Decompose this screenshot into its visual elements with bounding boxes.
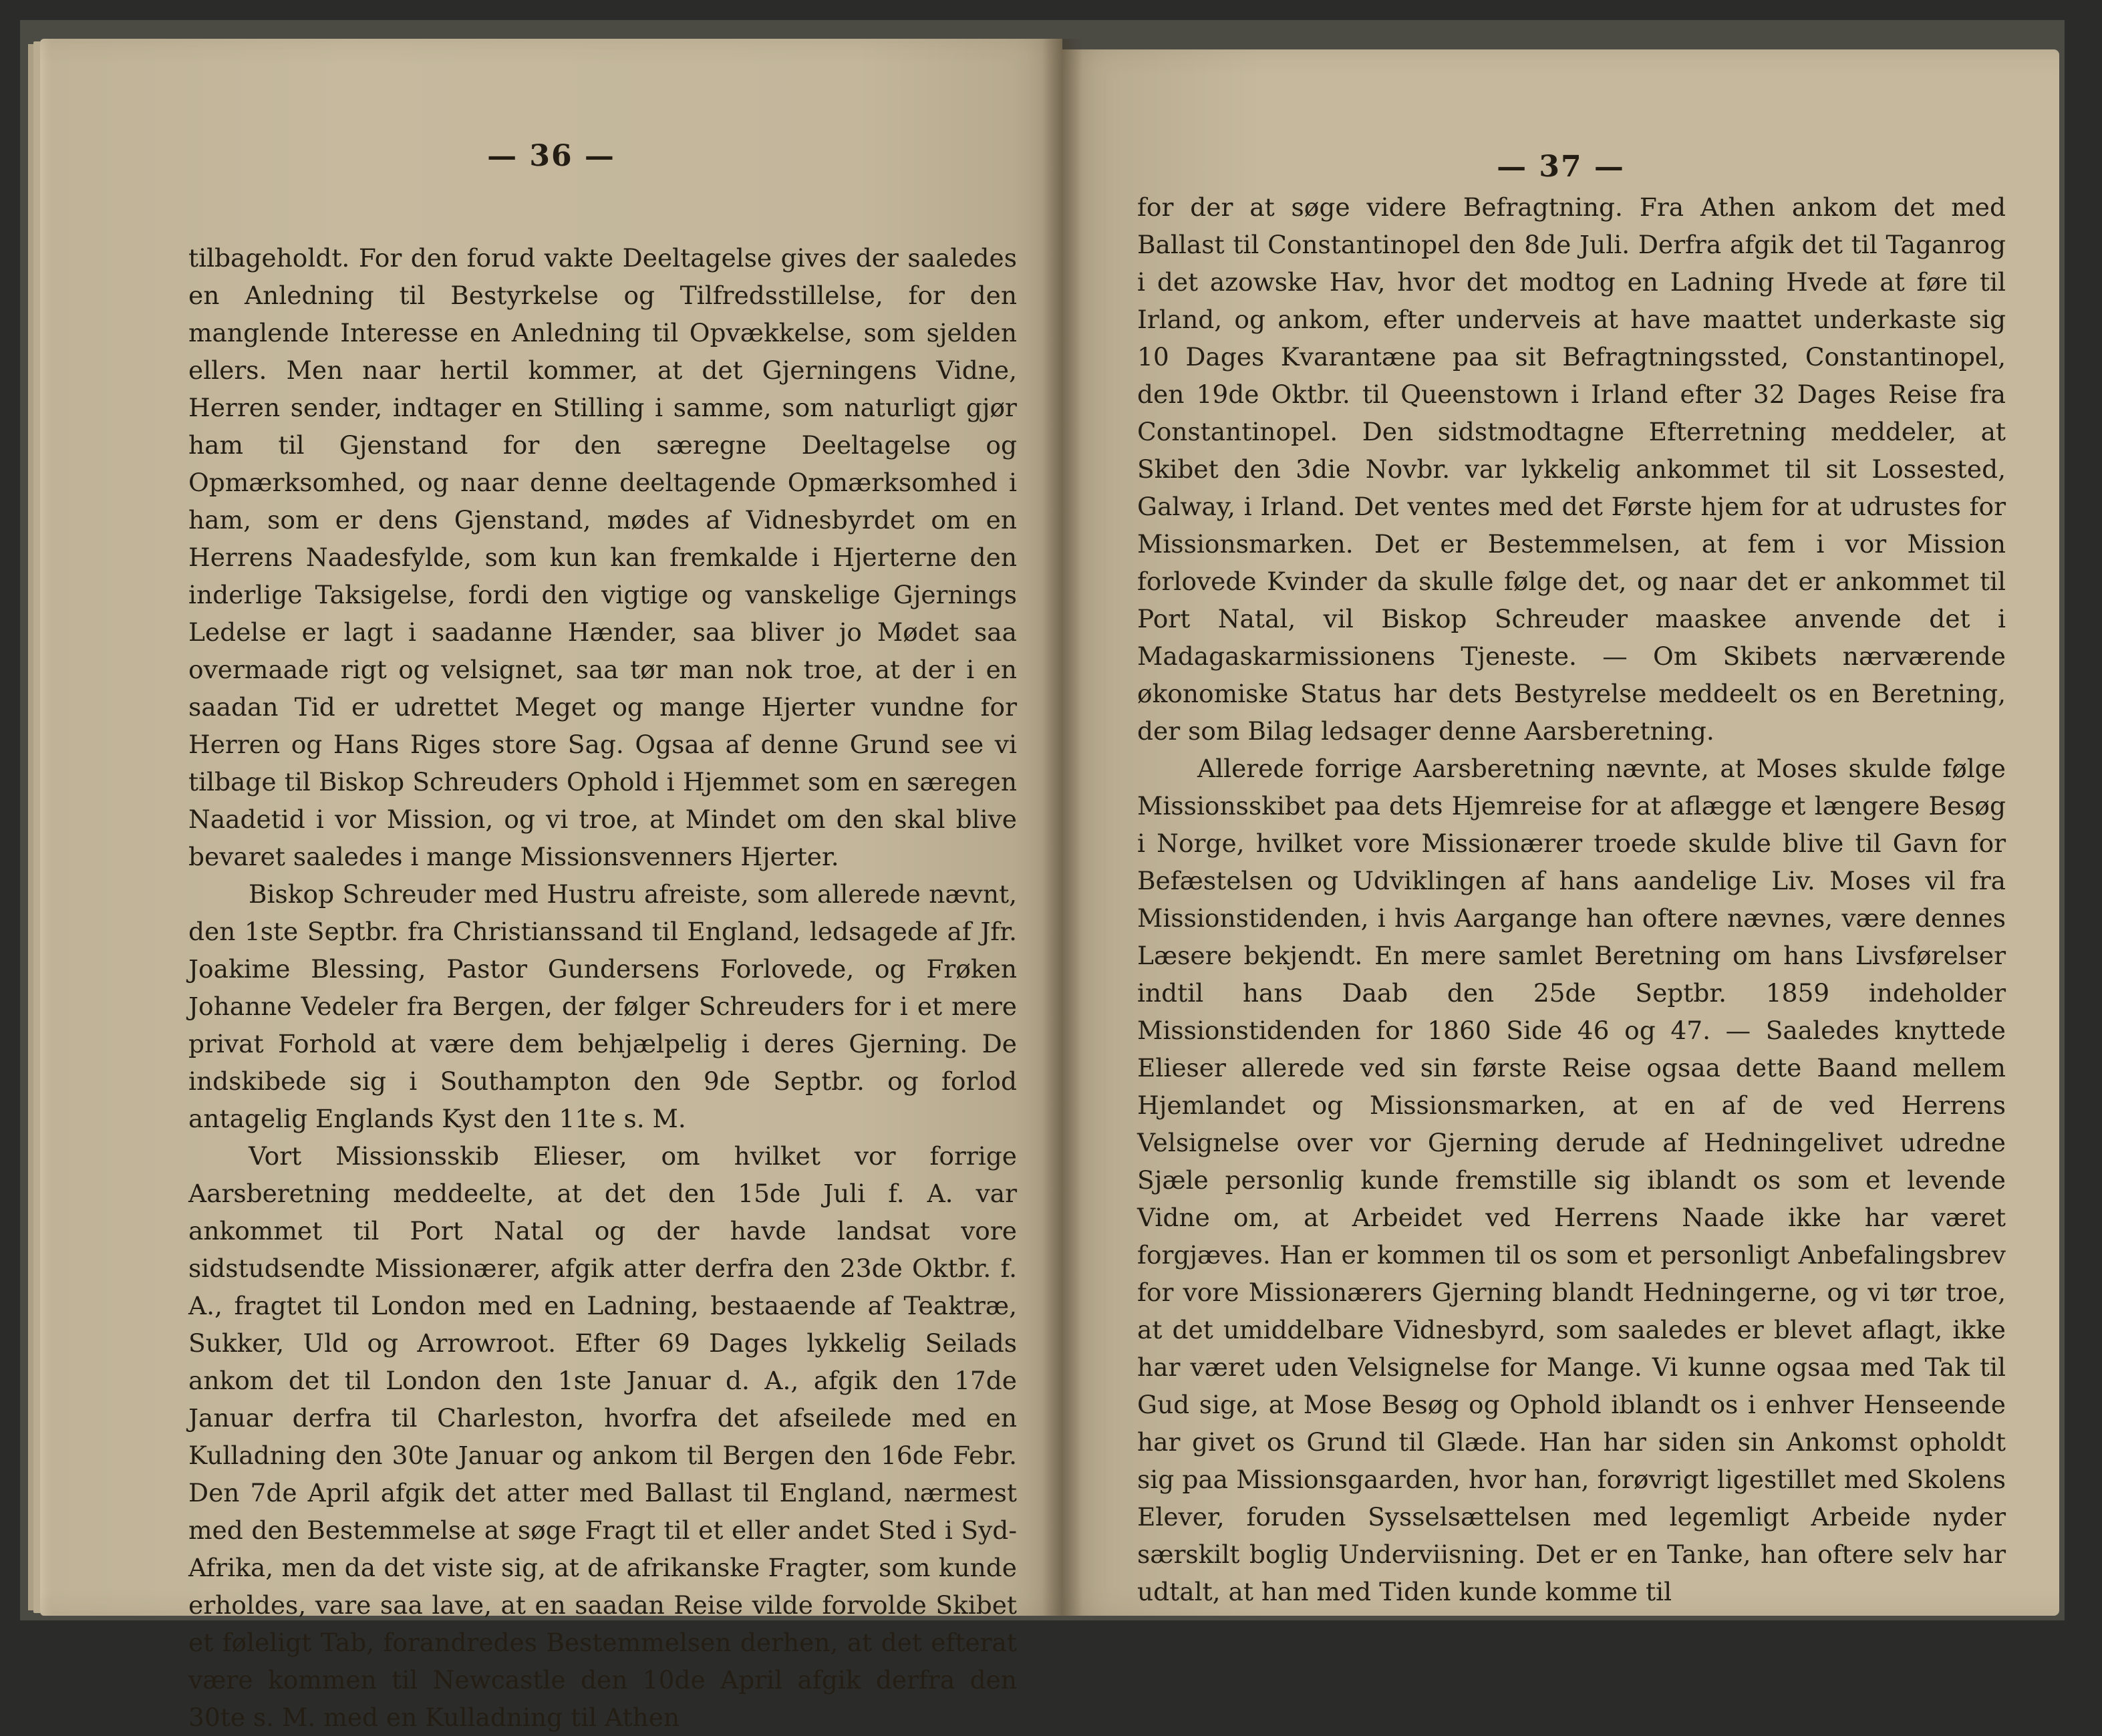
- right-page-text: [1137, 188, 2006, 1610]
- left-page-text: [188, 239, 1017, 1736]
- paragraph: Vort Missionsskib Elieser, om hvilket vor forrige Aarsberetning meddeelte, at det den 15de Juli f. A. var ankommet til Port Natal og der havde landsat vore sidstudsendte Missionærer, afgik atter derfra den 23de Oktbr. f. A., fragtet til London med en Ladning, bestaaende af Teaktræ, Sukker, Uld og Arrowroot. Efter 69 Dages lykkelig Seilads ankom det til London den 1ste Januar d. A., afgik den 17de Januar derfra til Charleston, hvorfra det afseilede med en Kulladning den 30te Januar og ankom til Bergen den 16de Febr. Den 7de April afgik det atter med Ballast til England, nærmest med den Bestemmelse at søge Fragt til et eller andet Sted i Syd-Afrika, men da det viste sig, at de afrikanske Fragter, som kunde erholdes, vare saa lave, at en saadan Reise vilde forvolde Skibet et føleligt Tab, forandredes Bestemmelsen derhen, at det efterat være kommen til Newcastle den 10de April afgik derfra den 30te s. M. med en Kulladning til Athen: [188, 1141, 1017, 1732]
- left-page: [40, 39, 1062, 1732]
- paragraph: tilbageholdt. For den forud vakte Deeltagelse gives der saaledes en Anledning til Bestyrkelse og Tilfredsstillelse, for den manglende Interesse en Anledning til Opvækkelse, som sjelden ellers. Men naar hertil kommer, at det Gjerningens Vidne, Herren sender, indtager en Stilling i samme, som naturligt gjør ham til Gjenstand for den særegne Deeltagelse og Opmærksomhed, og naar denne deeltagende Opmærksomhed i ham, som er dens Gjenstand, mødes af Vidnesbyrdet om en Herrens Naadesfylde, som kun kan fremkalde i Hjerterne den inderlige Taksigelse, fordi den vigtige og vanskelige Gjernings Ledelse er lagt i saadanne Hænder, saa bliver jo Mødet saa overmaade rigt og velsignet, saa tør man nok troe, at der i en saadan Tid er udrettet Meget og mange Hjerter vundne for Herren og Hans Riges store Sag. Ogsaa af denne Grund see vi tilbage til Biskop Schreuders Ophold i Hjemmet som en særegen Naadetid i vor Mission, og vi troe, at Mindet om den skal blive bevaret saaledes i mange Missionsvenners Hjerter.: [188, 243, 1017, 871]
- paragraph: Biskop Schreuder med Hustru afreiste, som allerede nævnt, den 1ste Septbr. fra Christianssand til England, ledsagede af Jfr. Joakime Blessing, Pastor Gundersens Forlovede, og Frøken Johanne Vedeler fra Bergen, der følger Schreuders for i et mere privat Forhold at være dem behjælpelig i deres Gjerning. De indskibede sig i Southampton den 9de Septbr. og forlod antagelig Englands Kyst den 11te s. M.: [188, 879, 1017, 1133]
- paragraph: for der at søge videre Befragtning. Fra Athen ankom det med Ballast til Constantinopel den 8de Juli. Derfra afgik det til Taganrog i det azowske Hav, hvor det modtog en Ladning Hvede at føre til Irland, og ankom, efter underveis at have maattet underkaste sig 10 Dages Kvarantæne paa sit Befragtningssted, Constantinopel, den 19de Oktbr. til Queenstown i Irland efter 32 Dages Reise fra Constantinopel. Den sidstmodtagne Efterretning meddeler, at Skibet den 3die Novbr. var lykkelig ankommet til sit Lossested, Galway, i Irland. Det ventes med det Første hjem for at udrustes for Missionsmarken. Det er Bestemmelsen, at fem i vor Mission forlovede Kvinder da skulle følge det, og naar det er ankommet til Port Natal, vil Biskop Schreuder maaskee anvende det i Madagaskarmissionens Tjeneste. — Om Skibets nærværende økonomiske Status har dets Bestyrelse meddeelt os en Beretning, der som Bilag ledsager denne Aarsberetning.: [1137, 192, 2006, 746]
- paragraph: Allerede forrige Aarsberetning nævnte, at Moses skulde følge Missionsskibet paa dets Hjemreise for at aflægge et længere Besøg i Norge, hvilket vore Missionærer troede skulde blive til Gavn for Befæstelsen og Udviklingen af hans aandelige Liv. Moses vil fra Missionstidenden, i hvis Aargange han oftere nævnes, være dennes Læsere bekjendt. En mere samlet Beretning om hans Livsførelser indtil hans Daab den 25de Septbr. 1859 indeholder Missionstidenden for 1860 Side 46 og 47. — Saaledes knyttede Elieser allerede ved sin første Reise ogsaa dette Baand mellem Hjemlandet og Missionsmarken, at en af de ved Herrens Velsignelse over vor Gjerning derude af Hedningelivet udredne Sjæle personlig kunde fremstille sig iblandt os som et levende Vidne om, at Arbeidet ved Herrens Naade ikke har været forgjæves. Han er kommen til os som et personligt Anbefalingsbrev for vore Missionærers Gjerning blandt Hedningerne, og vi tør troe, at det umiddelbare Vidnesbyrd, som saaledes er blevet aflagt, ikke har været uden Velsignelse for Mange. Vi kunne ogsaa med Tak til Gud sige, at Mose Besøg og Ophold iblandt os i enhver Henseende har givet os Grund til Glæde. Han har siden sin Ankomst opholdt sig paa Missionsgaarden, hvor han, forøvrigt ligestillet med Skolens Elever, foruden Sysselsættelsen med legemligt Arbeide nyder særskilt boglig Underviisning. Det er en Tanke, han oftere selv har udtalt, at han med Tiden kunde komme til: [1137, 754, 2006, 1606]
- page-number-37: — 37 —: [1497, 150, 1625, 184]
- page-number-36: — 36 —: [487, 139, 615, 173]
- book-gutter: [1042, 39, 1082, 1616]
- right-page: [1062, 49, 2059, 1616]
